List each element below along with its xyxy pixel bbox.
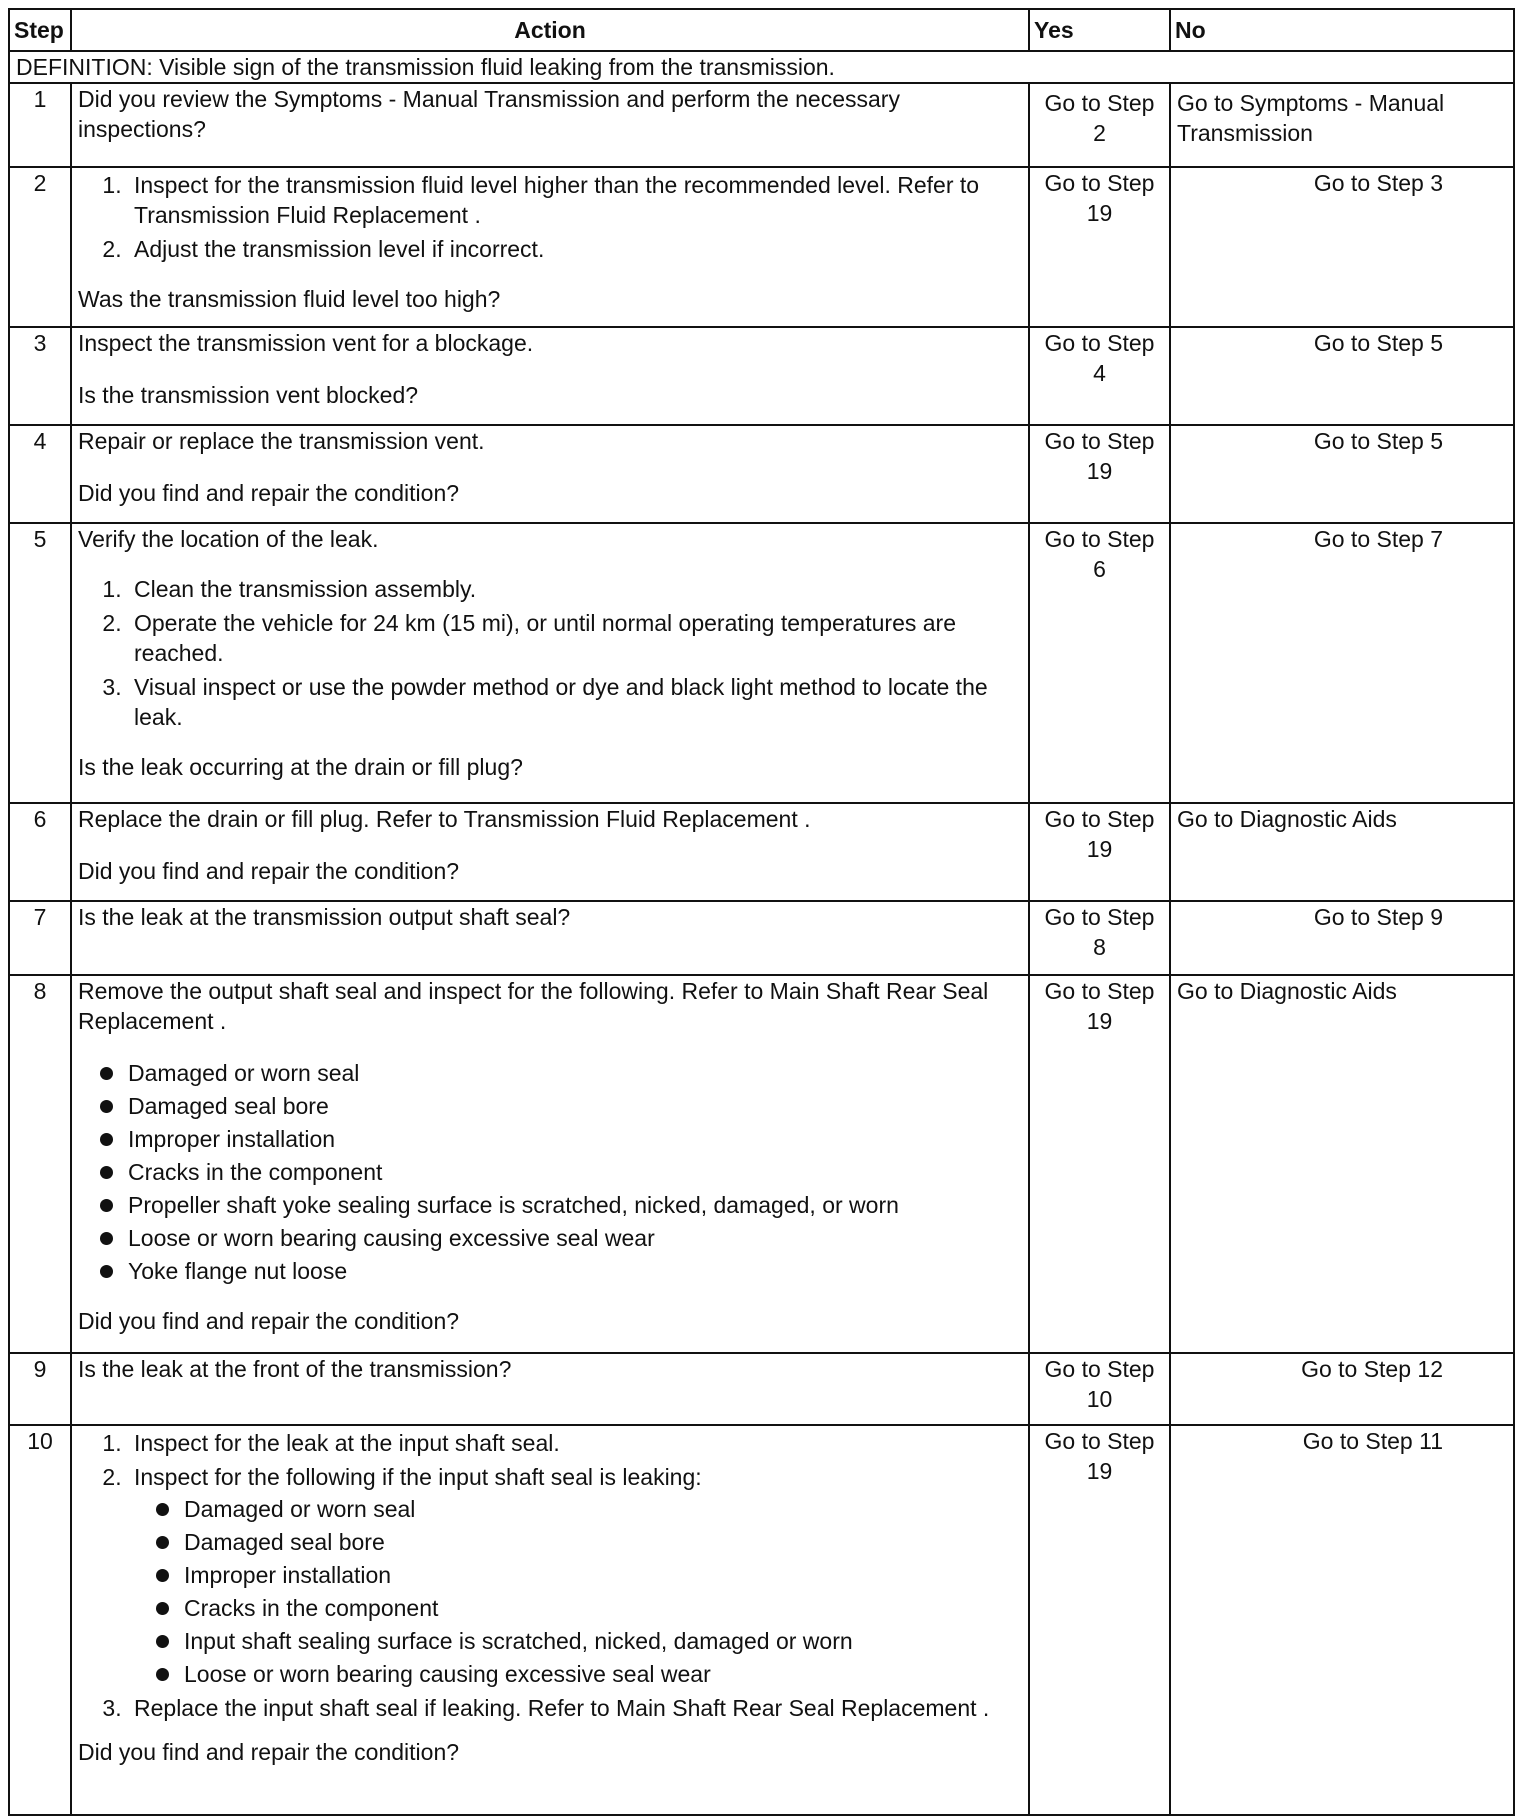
header-action: Action [71,9,1029,51]
yes-link[interactable]: Go to Step 19 [1029,425,1170,523]
table-row [9,523,1514,803]
bullet-item: Damaged seal bore [128,1091,1022,1121]
action-cell [71,803,1029,901]
definition-row [9,51,1514,83]
no-link[interactable]: Go to Symptoms - Manual Transmission [1170,83,1514,167]
action-bullets [78,1058,1022,1286]
table-row [9,1353,1514,1425]
no-link[interactable]: Go to Diagnostic Aids [1170,975,1514,1353]
bullet-item: Cracks in the component [128,1157,1022,1187]
action-question: Was the transmission fluid level too high? [78,286,501,312]
header-row [9,9,1514,51]
action-question: Did you find and repair the condition? [78,1739,460,1765]
yes-link[interactable]: Go to Step 19 [1029,167,1170,327]
action-cell [71,167,1029,327]
action-step-item: 2. Adjust the transmission level if incorrect. [128,234,1022,264]
header-step: Step [9,9,71,51]
table-row [9,901,1514,975]
no-link[interactable]: Go to Step 5 [1170,425,1514,523]
action-question: Did you review the Symptoms - Manual Transmission and perform the necessary inspections? [78,86,900,142]
step-number: 1 [9,83,71,167]
yes-link[interactable]: Go to Step 10 [1029,1353,1170,1425]
action-question: Is the transmission vent blocked? [78,382,419,408]
bullet-item: Input shaft sealing surface is scratched, nicked, damaged or worn [184,1626,1022,1656]
definition-text: DEFINITION: Visible sign of the transmission fluid leaking from the transmission. [9,51,1514,83]
table-row [9,975,1514,1353]
yes-link[interactable]: Go to Step 2 [1029,83,1170,167]
action-intro: Remove the output shaft seal and inspect for the following. Refer to Main Shaft Rear Seal Replacement . [78,978,989,1034]
action-cell [71,327,1029,425]
step-number: 8 [9,975,71,1353]
action-step-item: 1. Clean the transmission assembly. [128,574,1022,604]
step-number: 3 [9,327,71,425]
action-question: Is the leak occurring at the drain or fill plug? [78,754,523,780]
action-step-item: 3. Visual inspect or use the powder method or dye and black light method to locate the leak. [128,672,1022,732]
action-steps [78,574,1022,732]
table-row [9,167,1514,327]
action-question: Did you find and repair the condition? [78,480,460,506]
action-step-item: 3. Replace the input shaft seal if leaking. Refer to Main Shaft Rear Seal Replacement . [128,1693,1022,1723]
action-intro: Verify the location of the leak. [78,526,379,552]
action-question: Did you find and repair the condition? [78,858,460,884]
action-step-item [128,1462,1022,1689]
action-intro: Repair or replace the transmission vent. [78,428,485,454]
action-cell [71,1353,1029,1425]
no-link[interactable]: Go to Step 5 [1170,327,1514,425]
table-row [9,803,1514,901]
yes-link[interactable]: Go to Step 19 [1029,975,1170,1353]
bullet-item: Loose or worn bearing causing excessive seal wear [184,1659,1022,1689]
table-row [9,425,1514,523]
table-row [9,83,1514,167]
step-number: 2 [9,167,71,327]
table-row [9,327,1514,425]
step-number: 9 [9,1353,71,1425]
action-cell [71,1425,1029,1815]
bullet-item: Loose or worn bearing causing excessive seal wear [128,1223,1022,1253]
action-cell [71,83,1029,167]
action-question: Is the leak at the front of the transmission? [78,1356,512,1382]
no-link[interactable]: Go to Diagnostic Aids [1170,803,1514,901]
yes-link[interactable]: Go to Step 19 [1029,803,1170,901]
action-steps [78,170,1022,264]
no-link[interactable]: Go to Step 12 [1170,1353,1514,1425]
action-cell [71,523,1029,803]
action-step-item: 1. Inspect for the transmission fluid level higher than the recommended level. Refer to Transmission Fluid Replacement . [128,170,1022,230]
action-steps [78,1428,1022,1723]
action-question: Is the leak at the transmission output shaft seal? [78,904,571,930]
step-number: 7 [9,901,71,975]
yes-link[interactable]: Go to Step 4 [1029,327,1170,425]
no-link[interactable]: Go to Step 3 [1170,167,1514,327]
bullet-item: Improper installation [184,1560,1022,1590]
yes-link[interactable]: Go to Step 8 [1029,901,1170,975]
bullet-item: Yoke flange nut loose [128,1256,1022,1286]
action-step-item: 1. Inspect for the leak at the input shaft seal. [128,1428,1022,1458]
action-question: Did you find and repair the condition? [78,1308,460,1334]
step-number: 4 [9,425,71,523]
bullet-item: Damaged seal bore [184,1527,1022,1557]
action-step-text: Inspect for the following if the input shaft seal is leaking: [134,1464,702,1490]
step-number: 10 [9,1425,71,1815]
no-link[interactable]: Go to Step 11 [1170,1425,1514,1815]
bullet-item: Damaged or worn seal [184,1494,1022,1524]
bullet-item: Propeller shaft yoke sealing surface is scratched, nicked, damaged, or worn [128,1190,1022,1220]
step-number: 5 [9,523,71,803]
yes-link[interactable]: Go to Step 19 [1029,1425,1170,1815]
step-number: 6 [9,803,71,901]
bullet-item: Cracks in the component [184,1593,1022,1623]
diagnostic-table [8,8,1515,1816]
action-cell [71,901,1029,975]
bullet-item: Improper installation [128,1124,1022,1154]
action-bullets [134,1494,1022,1689]
header-no: No [1170,9,1514,51]
action-cell [71,975,1029,1353]
action-intro: Inspect the transmission vent for a blockage. [78,330,534,356]
action-step-item: 2. Operate the vehicle for 24 km (15 mi), or until normal operating temperatures are reached. [128,608,1022,668]
action-cell [71,425,1029,523]
no-link[interactable]: Go to Step 9 [1170,901,1514,975]
no-link[interactable]: Go to Step 7 [1170,523,1514,803]
header-yes: Yes [1029,9,1170,51]
action-intro: Replace the drain or fill plug. Refer to Transmission Fluid Replacement . [78,806,811,832]
bullet-item: Damaged or worn seal [128,1058,1022,1088]
table-row [9,1425,1514,1815]
yes-link[interactable]: Go to Step 6 [1029,523,1170,803]
